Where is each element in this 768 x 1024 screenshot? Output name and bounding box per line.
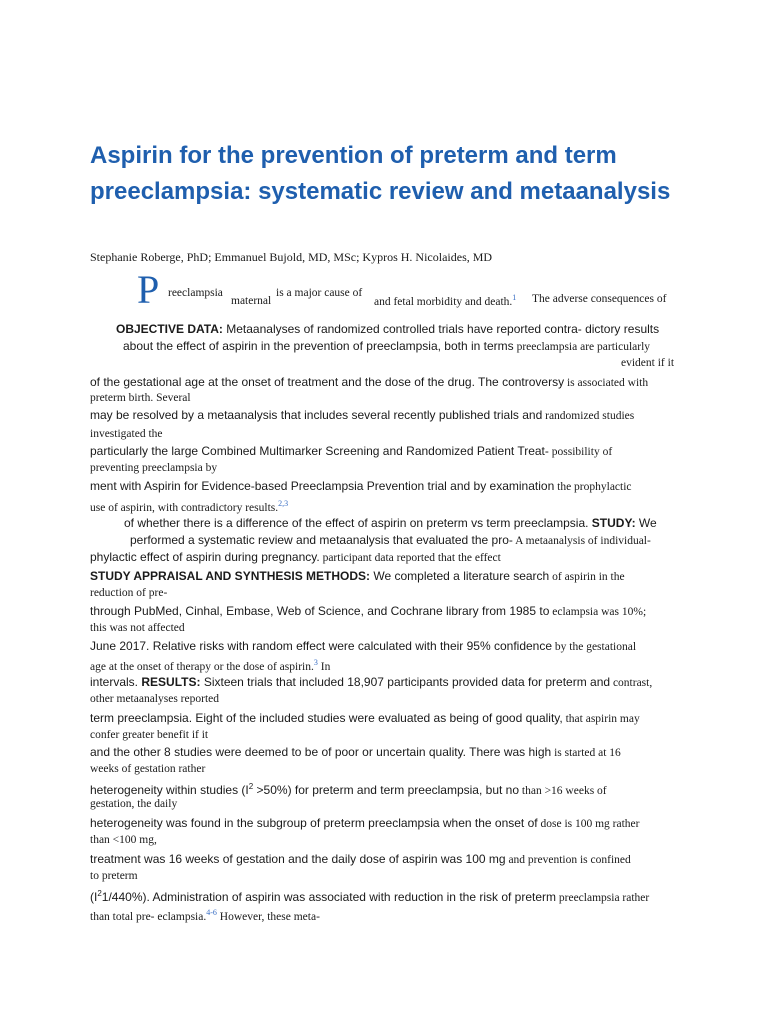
text-line: age at the onset of therapy or the dose of aspirin.$^3$ In	[90, 658, 331, 673]
text-line: heterogeneity was found in the subgroup of preterm preeclampsia when the onset of dose is 100 mg rather	[90, 816, 640, 830]
intro-text-a: reeclampsia	[168, 287, 223, 299]
text-line: June 2017. Relative risks with random effect were calculated with their 95% confidence by the gestational	[90, 639, 637, 653]
text-line: about the effect of aspirin in the prevention of preeclampsia, both in terms preeclampsia are particularly	[123, 339, 651, 353]
intro-text-e: The adverse consequences of	[532, 293, 667, 305]
text-line: treatment was 16 weeks of gestation and the daily dose of aspirin was 100 mg and prevention is confined	[90, 852, 631, 866]
text-line: intervals. RESULTS: Sixteen trials that included 18,907 participants provided data for preterm and contrast,	[90, 675, 653, 689]
text-line: heterogeneity within studies $(I^2 >50\%)$ for preterm and term preeclampsia, but no than >16 weeks of	[90, 782, 607, 797]
text-line: ment with Aspirin for Evidence-based Preeclampsia Prevention trial and by examination the prophylactic	[90, 479, 632, 493]
text-line: investigated the	[90, 428, 163, 440]
text-line: preterm birth. Several	[90, 392, 191, 404]
text-line: this was not affected	[90, 622, 185, 634]
text-line: STUDY APPRAISAL AND SYNTHESIS METHODS: We completed a literature search of aspirin in the	[90, 569, 625, 583]
text-line: performed a systematic review and metaanalysis that evaluated the pro- A metaanalysis of individual-	[130, 533, 651, 547]
text-line: of the gestational age at the onset of treatment and the dose of the drug. The controversy is associated with	[90, 375, 649, 389]
author-list: Stephanie Roberge, PhD; Emmanuel Bujold, MD, MSc; Kypros H. Nicolaides, MD	[90, 250, 493, 264]
text-line: preventing preeclampsia by	[90, 462, 218, 474]
intro-text-b: maternal	[231, 295, 272, 307]
drop-cap: P	[137, 267, 160, 312]
text-line: to preterm	[90, 870, 138, 882]
text-line: may be resolved by a metaanalysis that includes several recently published trials and randomized studies	[90, 408, 635, 422]
text-line: OBJECTIVE DATA: Metaanalyses of randomized controlled trials have reported contra- dictory results	[116, 322, 660, 336]
text-line: other metaanalyses reported	[90, 693, 219, 705]
text-line: through PubMed, Cinhal, Embase, Web of Science, and Cochrane library from 1985 to eclampsia was 10%;	[90, 604, 647, 618]
text-line: reduction of pre-	[90, 587, 168, 599]
text-line: use of aspirin, with contradictory results.$^{2,3}$	[90, 499, 289, 514]
text-line: particularly the large Combined Multimarker Screening and Randomized Patient Treat- possibility of	[90, 444, 613, 458]
text-line: evident if it	[621, 357, 675, 369]
text-line: gestation, the daily	[90, 798, 178, 810]
text-line: weeks of gestation rather	[90, 763, 206, 775]
intro-text-d: and fetal morbidity and death.$^1$	[374, 293, 517, 308]
article-title: Aspirin for the prevention of preterm and term preeclampsia: systematic review and metaanalysis	[90, 142, 671, 205]
text-line: confer greater benefit if it	[90, 729, 209, 741]
text-line: than <100 mg,	[90, 834, 157, 846]
text-line: of whether there is a difference of the effect of aspirin on preterm vs term preeclampsia. STUDY: We	[124, 516, 657, 530]
text-line: than total pre- eclampsia.$^{4-6}$ However, these meta-	[90, 908, 320, 923]
text-line: and the other 8 studies were deemed to be of poor or uncertain quality. There was high is started at 16	[90, 745, 621, 759]
text-line: phylactic effect of aspirin during pregnancy. participant data reported that the effect	[90, 550, 501, 564]
text-line: $(I^21/440\%)$. Administration of aspirin was associated with reduction in the risk of preterm preeclampsia rather	[90, 889, 650, 904]
text-line: term preeclampsia. Eight of the included studies were evaluated as being of good quality, that aspirin may	[90, 711, 640, 725]
intro-text-c: is a major cause of	[276, 287, 363, 299]
